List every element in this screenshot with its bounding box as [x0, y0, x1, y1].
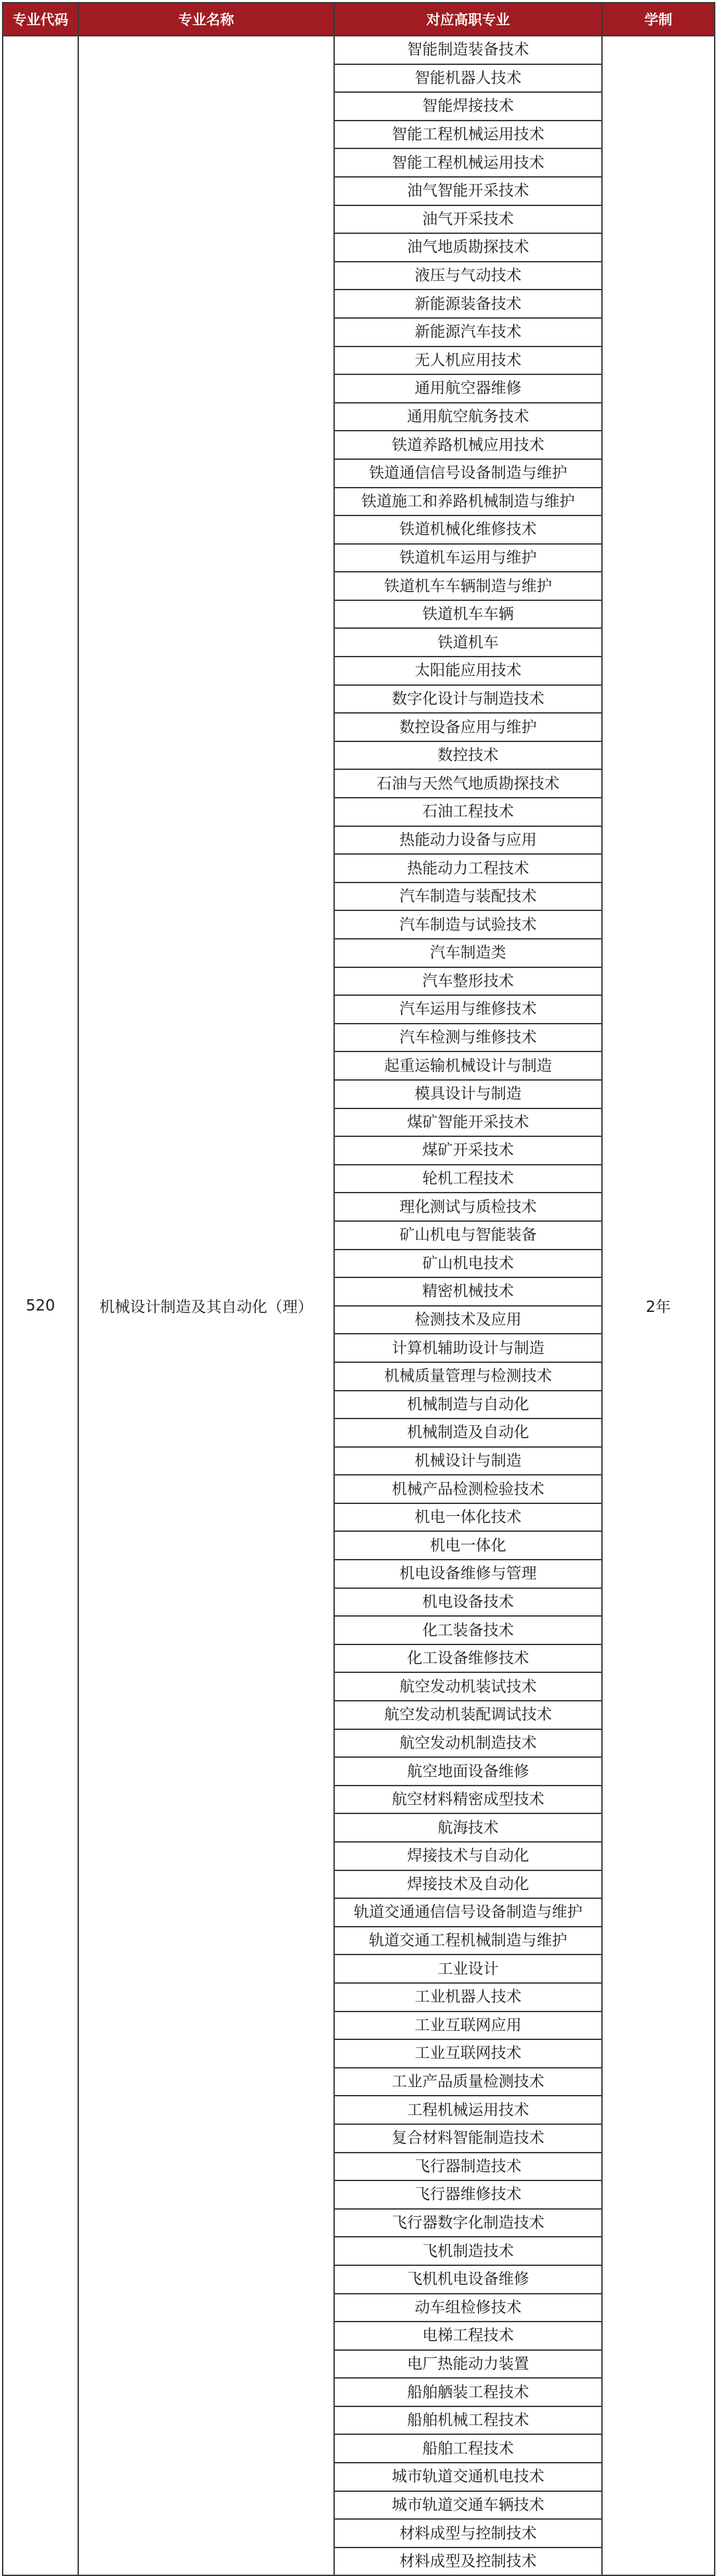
- related-major-cell: 太阳能应用技术: [334, 657, 602, 685]
- related-major-cell: 汽车制造与试验技术: [334, 910, 602, 939]
- table-row: [3, 36, 715, 64]
- related-major-cell: 数控设备应用与维护: [334, 713, 602, 741]
- related-major-cell: 复合材料智能制造技术: [334, 2124, 602, 2153]
- related-major-cell: 起重运输机械设计与制造: [334, 1051, 602, 1080]
- major-code: 520: [3, 36, 78, 2575]
- related-major-cell: 汽车检测与维修技术: [334, 1024, 602, 1052]
- related-major-cell: 机电设备维修与管理: [334, 1560, 602, 1588]
- related-major-cell: 铁道机车车辆制造与维护: [334, 572, 602, 600]
- related-major-cell: 检测技术及应用: [334, 1306, 602, 1334]
- related-major-cell: 智能工程机械运用技术: [334, 148, 602, 177]
- related-major-cell: 油气地质勘探技术: [334, 233, 602, 262]
- related-major-cell: 无人机应用技术: [334, 347, 602, 375]
- related-major-cell: 飞行器制造技术: [334, 2153, 602, 2181]
- related-major-cell: 船舶机械工程技术: [334, 2406, 602, 2435]
- related-major-cell: 化工装备技术: [334, 1616, 602, 1644]
- related-major-cell: 计算机辅助设计与制造: [334, 1334, 602, 1362]
- related-major-cell: 机电一体化技术: [334, 1503, 602, 1532]
- major-name: 机械设计制造及其自动化（理）: [78, 36, 334, 2575]
- related-major-cell: 铁道机车车辆: [334, 600, 602, 629]
- related-major-cell: 智能工程机械运用技术: [334, 121, 602, 149]
- related-major-cell: 数控技术: [334, 741, 602, 770]
- related-major-cell: 数字化设计与制造技术: [334, 685, 602, 714]
- major-table: [2, 2, 715, 2576]
- related-major-cell: 船舶工程技术: [334, 2434, 602, 2463]
- related-major-cell: 机械制造与自动化: [334, 1391, 602, 1419]
- related-major-cell: 汽车整形技术: [334, 967, 602, 996]
- related-major-cell: 航空地面设备维修: [334, 1757, 602, 1786]
- related-major-cell: 航空发动机制造技术: [334, 1729, 602, 1758]
- related-major-cell: 动车组检修技术: [334, 2294, 602, 2322]
- related-major-cell: 机械设计与制造: [334, 1447, 602, 1476]
- related-major-cell: 煤矿开采技术: [334, 1136, 602, 1165]
- related-major-cell: 飞行器维修技术: [334, 2180, 602, 2209]
- related-major-cell: 工业设计: [334, 1955, 602, 1983]
- related-major-cell: 船舶舾装工程技术: [334, 2378, 602, 2406]
- related-major-cell: 工业互联网技术: [334, 2039, 602, 2068]
- related-major-cell: 通用航空航务技术: [334, 403, 602, 431]
- related-major-cell: 工业机器人技术: [334, 1983, 602, 2012]
- header-duration: 学制: [602, 3, 715, 36]
- related-major-cell: 电梯工程技术: [334, 2322, 602, 2350]
- related-major-cell: 汽车制造与装配技术: [334, 883, 602, 911]
- header-name: 专业名称: [78, 3, 334, 36]
- related-major-cell: 热能动力工程技术: [334, 854, 602, 883]
- related-major-cell: 新能源装备技术: [334, 290, 602, 318]
- related-major-cell: 焊接技术与自动化: [334, 1842, 602, 1870]
- related-major-cell: 矿山机电与智能装备: [334, 1221, 602, 1250]
- related-major-cell: 机电一体化: [334, 1531, 602, 1560]
- header-row: [3, 3, 715, 36]
- related-major-cell: 铁道机械化维修技术: [334, 515, 602, 544]
- related-major-cell: 油气开采技术: [334, 205, 602, 234]
- related-major-cell: 铁道机车: [334, 628, 602, 657]
- related-major-cell: 液压与气动技术: [334, 262, 602, 290]
- related-major-cell: 通用航空器维修: [334, 374, 602, 403]
- related-major-cell: 机械制造及自动化: [334, 1419, 602, 1447]
- related-major-cell: 材料成型与控制技术: [334, 2519, 602, 2548]
- related-major-cell: 汽车运用与维修技术: [334, 995, 602, 1024]
- related-major-cell: 机械产品检测检验技术: [334, 1475, 602, 1503]
- related-major-cell: 工业产品质量检测技术: [334, 2068, 602, 2096]
- related-major-cell: 理化测试与质检技术: [334, 1193, 602, 1221]
- related-major-cell: 轨道交通工程机械制造与维护: [334, 1927, 602, 1955]
- table-body: [3, 36, 715, 2575]
- related-major-cell: 航空材料精密成型技术: [334, 1786, 602, 1814]
- related-major-cell: 煤矿智能开采技术: [334, 1108, 602, 1137]
- related-major-cell: 精密机械技术: [334, 1277, 602, 1306]
- header-related: 对应高职专业: [334, 3, 602, 36]
- related-major-cell: 化工设备维修技术: [334, 1644, 602, 1673]
- related-major-cell: 电厂热能动力装置: [334, 2350, 602, 2379]
- related-major-cell: 机电设备技术: [334, 1588, 602, 1617]
- related-major-cell: 智能焊接技术: [334, 92, 602, 121]
- related-major-cell: 航海技术: [334, 1813, 602, 1842]
- related-major-cell: 城市轨道交通机电技术: [334, 2463, 602, 2491]
- related-major-cell: 油气智能开采技术: [334, 177, 602, 205]
- major-table-container: [2, 2, 714, 2571]
- related-major-cell: 轮机工程技术: [334, 1165, 602, 1193]
- related-major-cell: 矿山机电技术: [334, 1250, 602, 1278]
- related-major-cell: 铁道通信信号设备制造与维护: [334, 459, 602, 488]
- related-major-cell: 铁道机车运用与维护: [334, 544, 602, 572]
- related-major-cell: 智能制造装备技术: [334, 36, 602, 64]
- related-major-cell: 新能源汽车技术: [334, 318, 602, 347]
- related-major-cell: 铁道养路机械应用技术: [334, 431, 602, 459]
- related-major-cell: 轨道交通通信信号设备制造与维护: [334, 1898, 602, 1927]
- related-major-cell: 城市轨道交通车辆技术: [334, 2491, 602, 2520]
- related-major-cell: 工程机械运用技术: [334, 2096, 602, 2124]
- related-major-cell: 焊接技术及自动化: [334, 1870, 602, 1899]
- related-major-cell: 航空发动机装配调试技术: [334, 1701, 602, 1729]
- related-major-cell: 铁道施工和养路机械制造与维护: [334, 488, 602, 516]
- related-major-cell: 模具设计与制造: [334, 1080, 602, 1108]
- duration: 2年: [602, 36, 715, 2575]
- related-major-cell: 热能动力设备与应用: [334, 826, 602, 855]
- related-major-cell: 飞行器数字化制造技术: [334, 2209, 602, 2237]
- header-code: 专业代码: [3, 3, 78, 36]
- related-major-cell: 智能机器人技术: [334, 64, 602, 93]
- related-major-cell: 工业互联网应用: [334, 2012, 602, 2040]
- related-major-cell: 航空发动机装试技术: [334, 1672, 602, 1701]
- related-major-cell: 汽车制造类: [334, 939, 602, 967]
- related-major-cell: 飞机制造技术: [334, 2237, 602, 2265]
- related-major-cell: 石油工程技术: [334, 798, 602, 826]
- related-major-cell: 石油与天然气地质勘探技术: [334, 769, 602, 798]
- related-major-cell: 机械质量管理与检测技术: [334, 1362, 602, 1391]
- related-major-cell: 材料成型及控制技术: [334, 2548, 602, 2576]
- related-major-cell: 飞机机电设备维修: [334, 2265, 602, 2294]
